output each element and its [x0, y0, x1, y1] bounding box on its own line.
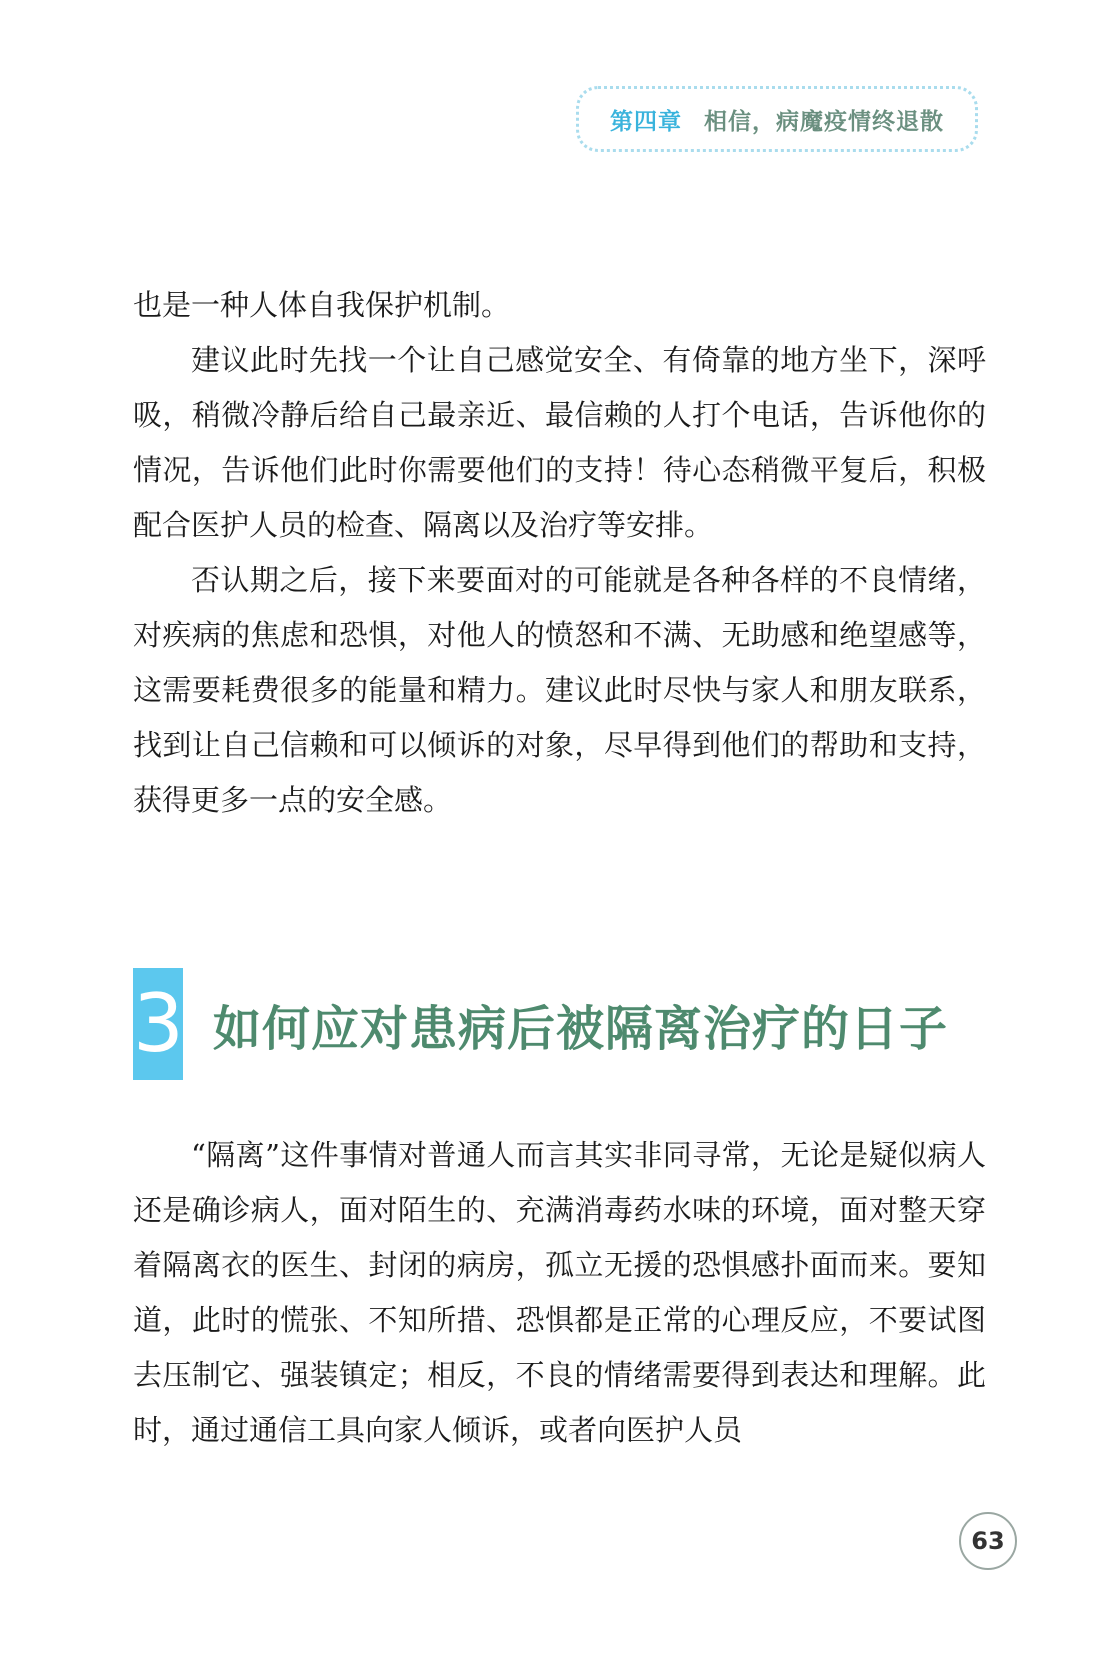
body-text-section-2 [133, 1128, 986, 1458]
section-number-badge: 3 [133, 968, 183, 1080]
chapter-header [576, 86, 978, 152]
section-title: 如何应对患病后被隔离治疗的日子 [213, 1000, 949, 1057]
body-text-section-1 [133, 278, 986, 828]
paragraph: 也是一种人体自我保护机制。 [133, 288, 511, 322]
paragraph: “隔离”这件事情对普通人而言其实非同寻常，无论是疑似病人还是确诊病人，面对陌生的、充满消毒药水味的环境，面对整天穿着隔离衣的医生、封闭的病房，孤立无援的恐惧感扑面而来。要知道，此时的慌张、不知所措、恐惧都是正常的心理反应，不要试图去压制它、强装镇定；相反，不良的情绪需要得到表达和理解。此时，通过通信工具向家人倾诉，或者向医护人员 [133, 1138, 986, 1447]
paragraph: 建议此时先找一个让自己感觉安全、有倚靠的地方坐下，深呼吸，稍微冷静后给自己最亲近、最信赖的人打个电话，告诉他你的情况，告诉他们此时你需要他们的支持！待心态稍微平复后，积极配合医护人员的检查、隔离以及治疗等安排。 [133, 343, 986, 542]
section-heading [133, 968, 948, 1080]
chapter-title: 相信，病魔疫情终退散 [704, 108, 944, 135]
chapter-number: 第四章 [610, 108, 682, 135]
paragraph: 否认期之后，接下来要面对的可能就是各种各样的不良情绪，对疾病的焦虑和恐惧，对他人的愤怒和不满、无助感和绝望感等，这需要耗费很多的能量和精力。建议此时尽快与家人和朋友联系，找到让自己信赖和可以倾诉的对象，尽早得到他们的帮助和支持，获得更多一点的安全感。 [133, 563, 986, 817]
page-number: 63 [959, 1512, 1017, 1570]
